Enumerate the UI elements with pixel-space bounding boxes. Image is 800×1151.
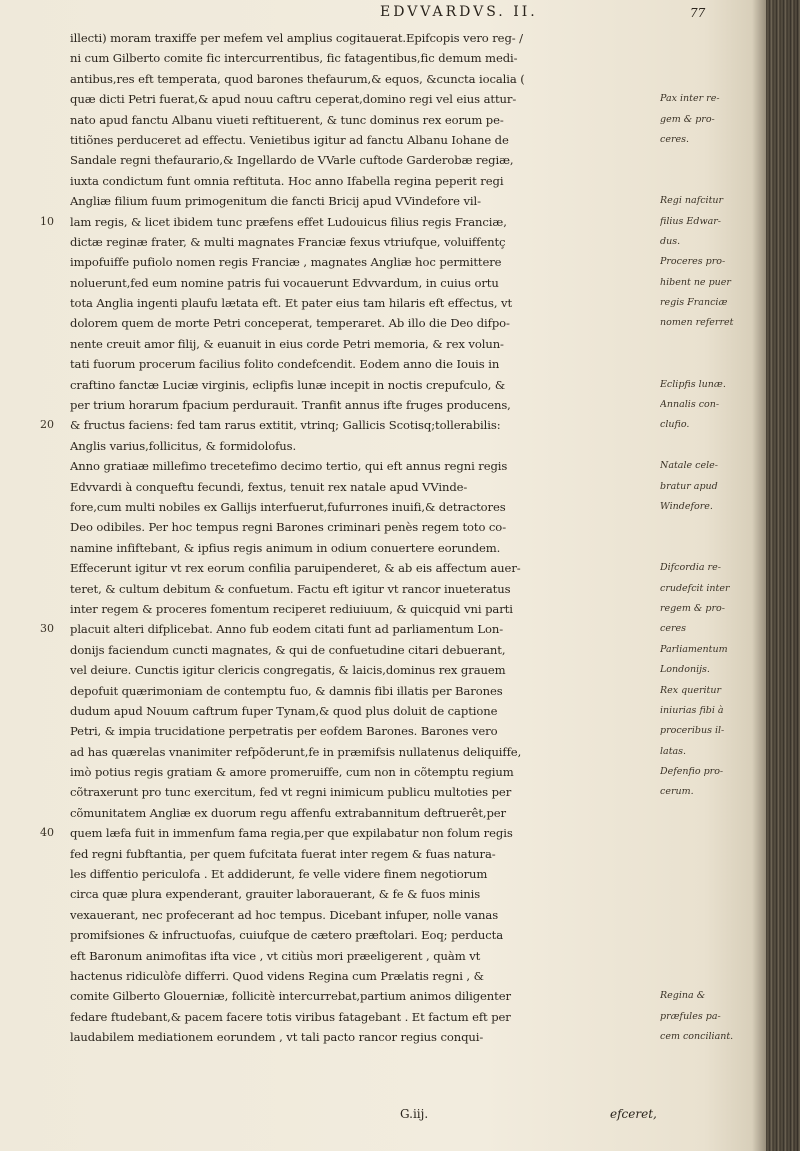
line-text: per trium horarum fpacium perdurauit. Tranfit annus ifte fruges producens, xyxy=(70,398,511,413)
text-line xyxy=(40,803,740,823)
text-line xyxy=(40,538,740,558)
line-text: & fructus faciens: fed tam rarus extitit, vtrinq; Gallicis Scotisq;tollerabilis: xyxy=(70,418,501,433)
text-line xyxy=(40,762,740,782)
line-text: nente creuit amor filij, & euanuit in eius corde Petri memoria, & rex volun- xyxy=(70,336,504,351)
margin-note: cem conciliant. xyxy=(660,1031,734,1043)
margin-note: iniurias fibi à xyxy=(660,704,724,716)
page-header xyxy=(80,4,720,24)
line-number: 30 xyxy=(40,622,54,636)
text-line xyxy=(40,579,740,599)
text-line xyxy=(40,721,740,741)
margin-note: Rex queritur xyxy=(660,684,722,696)
margin-note: bratur apud xyxy=(660,480,718,492)
line-text: Edvvardi à conqueftu fecundi, fextus, tenuit rex natale apud VVinde- xyxy=(70,479,468,494)
line-text: tota Anglia ingenti plaufu lætata eft. Et pater eius tam hilaris eft effectus, vt xyxy=(70,296,513,311)
line-text: illecti) moram traxiffe per mefem vel amplius cogitauerat.Epifcopis vero reg- / xyxy=(70,31,523,45)
line-text: noluerunt,fed eum nomine patris fui vocauerunt Edvvardum, in cuius ortu xyxy=(70,275,499,290)
margin-note: filius Edwar- xyxy=(660,215,721,227)
line-text: iuxta condictum funt omnia reftituta. Hoc anno Ifabella regina peperit regi xyxy=(70,173,504,188)
text-line xyxy=(40,110,740,130)
margin-note: Windefore. xyxy=(660,500,713,512)
text-line xyxy=(40,925,740,945)
margin-note: regis Franciæ xyxy=(660,297,728,309)
text-line xyxy=(40,681,740,701)
line-text: Petri, & impia trucidatione perpetratis per eofdem Barones. Barones vero xyxy=(70,724,498,739)
catchword: efceret, xyxy=(610,1107,657,1121)
line-number: 10 xyxy=(40,214,54,228)
text-line xyxy=(40,130,740,150)
margin-note: proceribus il- xyxy=(660,725,725,737)
footer-line xyxy=(70,1104,710,1124)
margin-note: Regi nafcitur xyxy=(660,195,724,207)
margin-note: hibent ne puer xyxy=(660,276,731,288)
line-text: donijs faciendum cuncti magnates, & qui de confuetudine citari debuerant, xyxy=(70,642,506,657)
text-line xyxy=(40,946,740,966)
text-line xyxy=(40,273,740,293)
text-line xyxy=(40,477,740,497)
text-line xyxy=(40,701,740,721)
page-gutter xyxy=(766,0,800,1151)
text-line xyxy=(40,150,740,170)
line-text: inter regem & proceres fomentum reciperet rediuiuum, & quicquid vni parti xyxy=(70,601,513,616)
text-line xyxy=(40,599,740,619)
text-line xyxy=(40,395,740,415)
line-text: vexauerant, nec profecerant ad hoc tempus. Dicebant infuper, nolle vanas xyxy=(70,907,499,922)
line-number: 40 xyxy=(40,826,54,840)
line-text: impofuiffe pufiolo nomen regis Franciæ , magnates Angliæ hoc permittere xyxy=(70,255,502,270)
line-text: fed regni fubftantia, per quem fufcitata fuerat inter regem & fuas natura- xyxy=(70,846,496,861)
text-line xyxy=(40,212,740,232)
line-text: fore,cum multi nobiles ex Gallijs interfuerut,fufurrones inuifi,& detractores xyxy=(70,499,506,514)
line-text: quem læfa fuit in immenfum fama regia,per que expilabatur non folum regis xyxy=(70,826,513,841)
line-text: cõmunitatem Angliæ ex duorum regu affenfu extrabannitum deftruerêt,per xyxy=(70,805,506,820)
signature-mark: G.iij. xyxy=(400,1107,429,1121)
line-text: teret, & cultum debitum & confuetum. Factu eft igitur vt rancor inueteratus xyxy=(70,581,511,596)
text-line xyxy=(40,640,740,660)
line-text: placuit alteri difplicebat. Anno fub eodem citati funt ad parliamentum Lon- xyxy=(70,622,504,637)
margin-note: regem & pro- xyxy=(660,602,725,614)
margin-note: Regina & xyxy=(660,990,706,1002)
text-line xyxy=(40,252,740,272)
line-text: imò potius regis gratiam & amore promeruiffe, cum non in cõtemptu regium xyxy=(70,765,514,780)
text-line xyxy=(40,497,740,517)
text-line xyxy=(40,986,740,1006)
margin-note: gem & pro- xyxy=(660,113,715,125)
page-number: 77 xyxy=(690,6,706,20)
text-line xyxy=(40,456,740,476)
text-line xyxy=(40,660,740,680)
text-line xyxy=(40,844,740,864)
text-line xyxy=(40,48,740,68)
line-text: ad has quærelas vnanimiter refpõderunt,fe in præmifsis nullatenus deliquiffe, xyxy=(70,744,522,759)
line-text: antibus,res eft temperata, quod barones thefaurum,& equos, &cuncta iocalia ( xyxy=(70,71,525,86)
margin-note: ceres. xyxy=(660,133,690,145)
text-line xyxy=(40,334,740,354)
line-text: Anno gratiaæ millefimo trecetefimo decimo tertio, qui eft annus regni regis xyxy=(70,459,508,474)
line-text: Anglis varius,follicitus, & formidolofus. xyxy=(70,438,297,453)
body-text xyxy=(40,28,740,1048)
line-number: 20 xyxy=(40,418,54,432)
line-text: titiõnes perduceret ad effectu. Venietibus igitur ad fanctu Albanu Iohane de xyxy=(70,132,509,147)
text-line xyxy=(40,1007,740,1027)
text-line xyxy=(40,313,740,333)
line-text: namine infiftebant, & ipfius regis animum in odium conuertere eorundem. xyxy=(70,540,501,555)
text-line xyxy=(40,69,740,89)
text-line xyxy=(40,436,740,456)
line-text: lam regis, & licet ibidem tunc præfens effet Ludouicus filius regis Franciæ, xyxy=(70,214,507,229)
line-text: craftino fanctæ Luciæ virginis, eclipfis lunæ incepit in noctis crepufculo, & xyxy=(70,377,506,392)
line-text: circa quæ plura expenderant, grauiter laborauerant, & fe & fuos minis xyxy=(70,887,481,902)
margin-note: Difcordia re- xyxy=(660,562,721,574)
margin-note: nomen referret xyxy=(660,317,734,329)
text-line xyxy=(40,619,740,639)
line-text: quæ dicti Petri fuerat,& apud nouu caftru ceperat,domino regi vel eius attur- xyxy=(70,92,517,107)
text-line xyxy=(40,823,740,843)
line-text: tati fuorum procerum facilius folito condefcendit. Eodem anno die Iouis in xyxy=(70,357,500,372)
margin-note: præfules pa- xyxy=(660,1010,721,1022)
text-line xyxy=(40,89,740,109)
text-line xyxy=(40,742,740,762)
running-head: EDVVARDVS. II. xyxy=(380,4,538,20)
margin-note: dus. xyxy=(660,235,681,247)
line-text: fedare ftudebant,& pacem facere totis viribus fatagebant . Et factum eft per xyxy=(70,1009,511,1024)
text-line xyxy=(40,884,740,904)
line-text: ni cum Gilberto comite fic intercurrentibus, fic fatagentibus,fic demum medi- xyxy=(70,51,518,66)
text-line xyxy=(40,354,740,374)
text-line xyxy=(40,232,740,252)
line-text: Angliæ filium fuum primogenitum die fancti Bricij apud VVindefore vil- xyxy=(70,194,481,209)
line-text: promifsiones & infructuofas, cuiufque de cætero præftolari. Eoq; perducta xyxy=(70,928,504,943)
line-text: les diffentio periculofa . Et addiderunt, fe velle videre finem negotiorum xyxy=(70,867,488,882)
line-text: dudum apud Nouum caftrum fuper Tynam,& quod plus doluit de captione xyxy=(70,703,498,718)
line-text: dictæ reginæ frater, & multi magnates Franciæ fexus vtriufque, voluiffentç xyxy=(70,234,506,249)
line-text: Deo odibiles. Per hoc tempus regni Barones criminari penès regem toto co- xyxy=(70,520,507,535)
margin-note: ceres xyxy=(660,623,686,635)
line-text: nato apud fanctu Albanu viueti reftituerent, & tunc dominus rex eorum pe- xyxy=(70,112,504,127)
line-text: depofuit quærimoniam de contemptu fuo, & damnis fibi illatis per Barones xyxy=(70,683,503,698)
text-line xyxy=(40,864,740,884)
line-text: comite Gilberto Glouerniæ, follicitè intercurrebat,partium animos diligenter xyxy=(70,989,511,1004)
text-line xyxy=(40,966,740,986)
line-text: dolorem quem de morte Petri conceperat, temperaret. Ab illo die Deo difpo- xyxy=(70,316,510,331)
margin-note: Parliamentum xyxy=(660,643,728,655)
line-text: laudabilem mediationem eorundem , vt tali pacto rancor regius conqui- xyxy=(70,1030,484,1045)
text-line xyxy=(40,558,740,578)
line-text: eft Baronum animofitas ifta vice , vt citiùs mori præeligerent , quàm vt xyxy=(70,948,481,963)
margin-note: Proceres pro- xyxy=(660,256,726,268)
margin-note: clufio. xyxy=(660,419,690,431)
line-text: Sandale regni thefaurario,& Ingellardo de VVarle cuftode Garderobæ regiæ, xyxy=(70,153,514,168)
text-line xyxy=(40,782,740,802)
text-line xyxy=(40,293,740,313)
text-line xyxy=(40,905,740,925)
margin-note: Annalis con- xyxy=(660,399,720,411)
text-line xyxy=(40,191,740,211)
text-line xyxy=(40,1027,740,1047)
line-text: Effecerunt igitur vt rex eorum confilia paruipenderet, & ab eis affectum auer- xyxy=(70,561,521,576)
text-line xyxy=(40,375,740,395)
margin-note: cerum. xyxy=(660,786,694,798)
margin-note: crudefcit inter xyxy=(660,582,730,594)
text-line xyxy=(40,171,740,191)
margin-note: Defenfio pro- xyxy=(660,766,724,778)
line-text: vel deiure. Cunctis igitur clericis congregatis, & laicis,dominus rex grauem xyxy=(70,663,506,678)
margin-note: latas. xyxy=(660,745,687,757)
line-text: cõtraxerunt pro tunc exercitum, fed vt regni inimicum publicu multoties per xyxy=(70,785,512,800)
margin-note: Eclipfis lunæ. xyxy=(660,378,726,390)
text-line xyxy=(40,517,740,537)
margin-note: Natale cele- xyxy=(660,460,718,472)
text-line xyxy=(40,28,740,48)
line-text: hactenus ridiculòfe differri. Quod videns Regina cum Prælatis regni , & xyxy=(70,968,484,983)
margin-note: Londonijs. xyxy=(660,664,710,676)
text-line xyxy=(40,415,740,435)
margin-note: Pax inter re- xyxy=(660,93,720,105)
